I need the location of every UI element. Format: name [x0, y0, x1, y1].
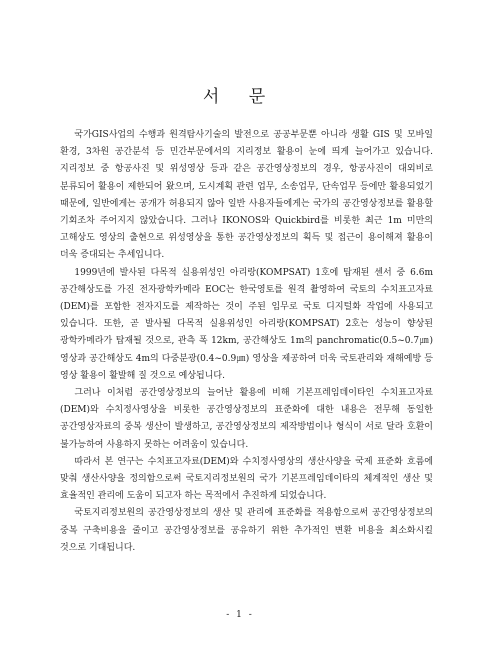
paragraph-3: 그러나 이처럼 공간영상정보의 늘어난 활용에 비해 기본프레임데이타인 수치표고자료(DEM)와 수치정사영상을 비롯한 공간영상정보의 표준화에 대한 내용은 전무해 동일한 공간영상자료의 중복 생산이 발생하고, 공간영상정보의 제작방법이나 형식이 서로 달라 호환이 불가능하여 사용하지 못하는 어려움이 있습니다.	[60, 388, 433, 450]
paragraph-1: 국가GIS사업의 수행과 원격탐사기술의 발전으로 공공부문뿐 아니라 생활 GIS 및 모바일 환경, 3차원 공간분석 등 민간부문에서의 지리정보 활용이 눈에 띄게 늘어가고 있습니다. 지리정보 중 항공사진 및 위성영상 등과 같은 공간영상정보의 경우, 항공사진이 대외비로 분류되어 활용이 제한되어 왔으며, 도시계획 관련 업무, 소송업무, 단속업무 등에만 활용되었기 때문에, 일반에게는 공개가 허용되지 않아 일반 사용자들에게는 국가의 공간영상정보를 활용할 기회조차 주어지지 않았습니다. 그러나 IKONOS와 Quickbird를 비롯한 최근 1m 미만의 고해상도 영상의 출현으로 위성영상을 통한 공간영상정보의 획득 및 접근이 용이해져 활용이 더욱 증대되는 추세입니다.	[60, 130, 433, 261]
paragraph-4: 따라서 본 연구는 수치표고자료(DEM)와 수치정사영상의 생산사양을 국제 표준화 흐름에 맞춰 생산사양을 정의함으로써 국토지리정보원의 국가 기본프레임데이타의 체계적인 생산 및 효율적인 관리에 도움이 되고자 하는 목적에서 추진하게 되었습니다.	[60, 456, 433, 502]
preface-body	[60, 127, 433, 557]
page-title: 서 문	[202, 87, 278, 107]
paragraph-2: 1999년에 발사된 다목적 실용위성인 아리랑(KOMPSAT) 1호에 탑재된 센서 중 6.6m 공간해상도를 가진 전자광학카메라 EOC는 한국영토를 원격 촬영하여 국토의 수치표고자료(DEM)를 포함한 전자지도를 제작하는 것이 주된 임무로 국토 디지털화 작업에 사용되고 있습니다. 또한, 곧 발사될 다목적 실용위성인 아리랑(KOMPSAT) 2호는 성능이 향상된 광학카메라가 탑재될 것으로, 관측 폭 12km, 공간해상도 1m의 panchromatic(0.5~0.7㎛)영상과 공간해상도 4m의 다중분광(0.4~0.9㎛) 영상을 제공하여 더욱 국토관리와 재해예방 등 영상 활용이 활발해 질 것으로 예상됩니다.	[60, 267, 433, 381]
page-number: - 1 -	[226, 610, 254, 620]
paragraph-5: 국토지리정보원의 공간영상정보의 생산 및 관리에 표준화를 적용함으로써 공간영상정보의 중복 구축비용을 줄이고 공간영상정보를 공유하기 위한 추가적인 변환 비용을 최소화시킬 것으로 기대됩니다.	[60, 508, 433, 553]
